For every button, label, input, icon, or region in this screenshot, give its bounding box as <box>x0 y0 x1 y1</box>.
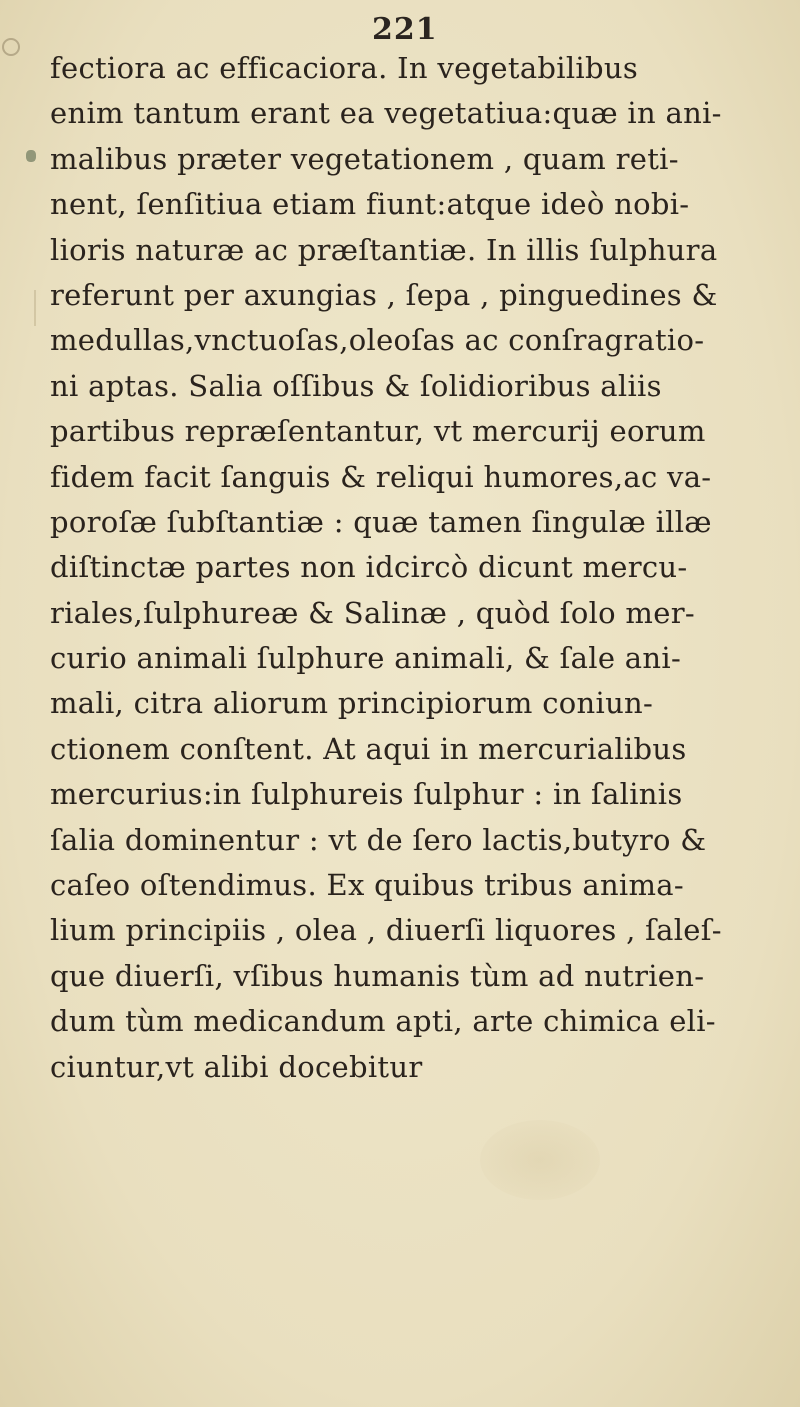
text-line: referunt per axungias , ſepa , pinguedines & <box>50 277 718 312</box>
text-line: medullas,vnctuoſas,oleoſas ac conſragratio- <box>50 323 705 358</box>
margin-blot <box>2 38 20 56</box>
text-line: partibus repræſentantur, vt mercurij eorum <box>50 414 706 449</box>
text-line: poroſæ ſubſtantiæ : quæ tamen ſingulæ illæ <box>50 504 712 539</box>
text-line: curio animali ſulphure animali, & ſale ani- <box>50 641 682 676</box>
text-line: caſeo oſtendimus. Ex quibus tribus anima- <box>50 868 684 903</box>
text-line: dum tùm medicandum apti, arte chimica eli- <box>50 1004 716 1039</box>
text-line: ctionem conſtent. At aqui in mercurialibus <box>50 731 687 766</box>
text-line: riales,ſulphureæ & Salinæ , quòd ſolo mer- <box>50 595 695 630</box>
text-line: que diuerſi, vſibus humanis tùm ad nutrien- <box>50 958 705 993</box>
text-line: malibus præter vegetationem , quam reti- <box>50 141 679 176</box>
text-line: enim tantum erant ea vegetatiua:quæ in ani- <box>50 96 722 131</box>
text-line: ni aptas. Salia oſſibus & ſolidioribus aliis <box>50 368 662 403</box>
body-text <box>50 46 770 1090</box>
text-line: fectiora ac efficaciora. In vegetabilibus <box>50 51 639 85</box>
margin-bullet-mark <box>26 150 36 162</box>
text-line: ciuntur,vt alibi docebitur <box>50 1049 423 1084</box>
text-line: diſtinctæ partes non idcircò dicunt mercu- <box>50 550 688 585</box>
margin-bracket-mark <box>34 290 44 326</box>
text-line: lioris naturæ ac præſtantiæ. In illis ſulphura <box>50 232 718 267</box>
text-line: ſalia dominentur : vt de ſero lactis,butyro & <box>50 822 707 857</box>
text-line: nent, ſenſitiua etiam fiunt:atque ideò nobi- <box>50 187 690 222</box>
text-line: mercurius:in ſulphureis ſulphur : in ſalinis <box>50 777 683 812</box>
paper-stain <box>480 1120 600 1200</box>
page-number: 221 <box>372 12 438 47</box>
text-line: fidem facit ſanguis & reliqui humores,ac va- <box>50 459 712 494</box>
text-line: lium principiis , olea , diuerſi liquores , ſaleſ- <box>50 913 722 948</box>
text-line: mali, citra aliorum principiorum coniun- <box>50 686 654 721</box>
